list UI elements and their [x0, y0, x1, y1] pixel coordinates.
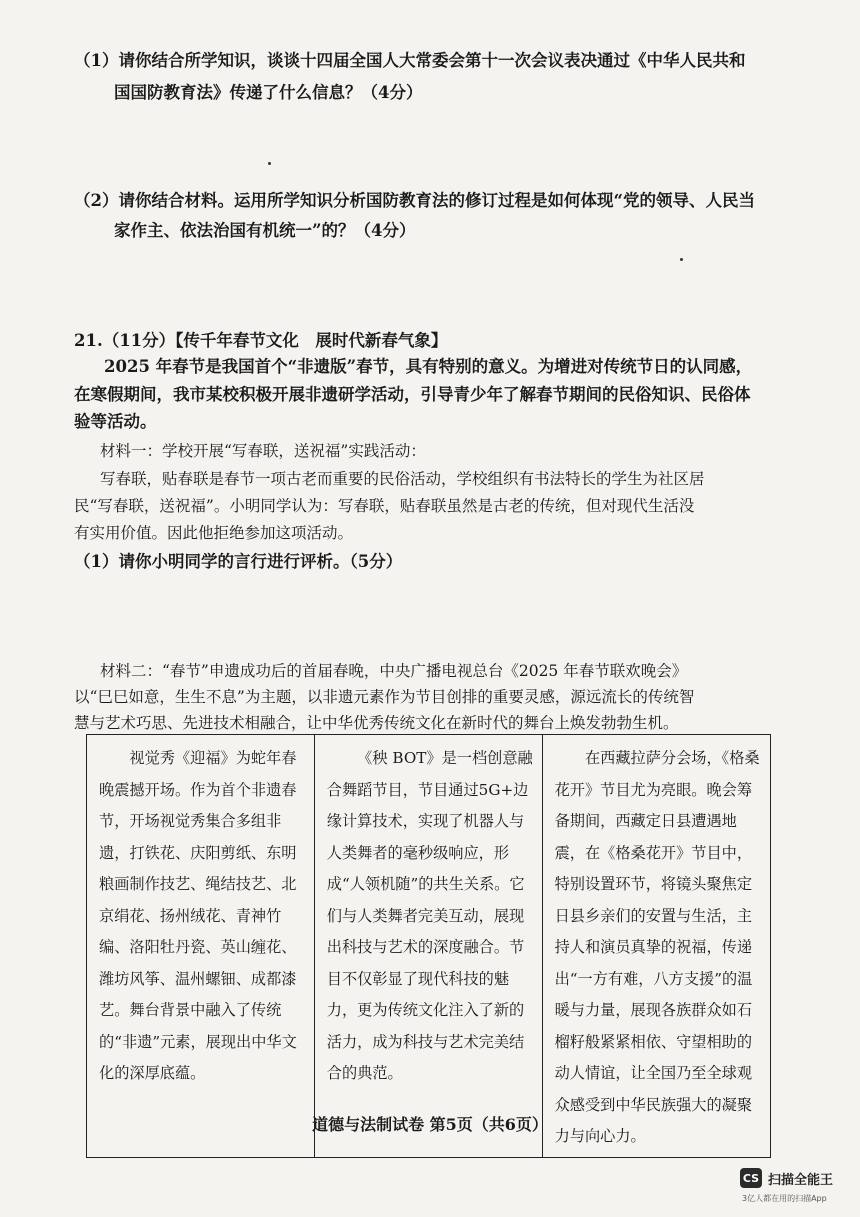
table-row [87, 735, 771, 1158]
q21-intro-line1: 2025 年春节是我国首个“非遗版”春节，具有特别的意义。为增进对传统节日的认同感， [104, 357, 753, 376]
q21-material1-line2: 民“写春联，送祝福”。小明同学认为：写春联，贴春联虽然是古老的传统，但对现代生活没 [74, 497, 695, 515]
q20-sub2-text: 请你结合材料。运用所学知识分析国防教育法的修订过程是如何体现“党的领导、人民当 [118, 191, 755, 210]
scanner-tagline: 3亿人都在用的扫描App [742, 1194, 827, 1203]
table-cell-gesanghuakai: 在西藏拉萨分会场，《格桑花开》节目尤为亮眼。晚会筹备期间，西藏定日县遭遇地震，在《格桑花开》节目中，特别设置环节，将镜头聚焦定日县乡亲们的安置与生活，主持人和演员真挚的祝福，传递出“一方有难，八方支援”的温暖与力量，展现各族群众如石榴籽般紧紧相依、守望相助的动人情谊，让全国乃至全球观众感受到中华民族强大的凝聚力与向心力。 [542, 735, 770, 1158]
q21-material1-line3: 有实用价值。因此他拒绝参加这项活动。 [74, 524, 354, 542]
q21-header: 21.（11分）【传千年春节文化 展时代新春气象】 [74, 331, 448, 350]
table-cell-yingfu: 视觉秀《迎福》为蛇年春晚震撼开场。作为首个非遗春节，开场视觉秀集合多组非遗，打铁花、庆阳剪纸、东明粮画制作技艺、绳结技艺、北京绢花、扬州绒花、青神竹编、洛阳牡丹瓷、英山缠花、潍坊风筝、温州螺钿、成都漆艺。舞台背景中融入了传统的“非遗”元素，展现出中华文化的深厚底蕴。 [87, 735, 315, 1158]
q21-intro-line2: 在寒假期间，我市某校积极开展非遗研学活动，引导青少年了解春节期间的民俗知识、民俗体 [74, 385, 751, 404]
q20-sub1-label: （1） [74, 51, 119, 70]
q20-sub1-line2: 国国防教育法》传递了什么信息？（4分） [114, 83, 423, 102]
q21-material1-title: 材料一：学校开展“写春联，送祝福”实践活动： [100, 442, 426, 460]
q21-sub1 [74, 551, 402, 573]
q20-sub2-line1 [74, 190, 755, 212]
q21-intro-line3: 验等活动。 [74, 412, 157, 431]
q20-sub1-line1 [74, 50, 745, 72]
q21-sub1-label: （1） [74, 552, 119, 571]
scanner-name: 扫描全能王 [768, 1172, 834, 1188]
table-cell-yangbot: 《秧 BOT》是一档创意融合舞蹈节目，节目通过5G+边缘计算技术，实现了机器人与人类舞者的毫秒级响应，形成“人领机随”的共生关系。它们与人类舞者完美互动，展现出科技与艺术的深度融合。节目不仅彰显了现代科技的魅力，更为传统文化注入了新的活力，成为科技与艺术完美结合的典范。 [314, 735, 542, 1158]
material-table [86, 734, 771, 1158]
q20-sub2-line2: 家作主、依法治国有机统一”的？（4分） [114, 221, 416, 240]
q20-sub2-label: （2） [74, 191, 119, 210]
q21-material1-line1: 写春联，贴春联是春节一项古老而重要的民俗活动，学校组织有书法特长的学生为社区居 [100, 470, 705, 488]
q21-material2-line3: 慧与艺术巧思、先进技术相融合，让中华优秀传统文化在新时代的舞台上焕发勃勃生机。 [74, 714, 679, 732]
scan-speck [680, 258, 683, 261]
q21-material2-line2: 以“巳巳如意，生生不息”为主题，以非遗元素作为节目创排的重要灵感，源远流长的传统智 [74, 688, 695, 706]
q21-sub1-text: 请你小明同学的言行进行评析。（5分） [118, 552, 403, 571]
scanner-watermark [740, 1168, 833, 1188]
scan-speck [268, 162, 271, 165]
page-footer: 道德与法制试卷 第5页（共6页） [312, 1115, 548, 1134]
q20-sub1-text: 请你结合所学知识，谈谈十四届全国人大常委会第十一次会议表决通过《中华人民共和 [118, 51, 746, 70]
camscanner-icon: CS [740, 1168, 762, 1188]
q21-material2-line1: 材料二：“春节”申遗成功后的首届春晚，中央广播电视总台《2025 年春节联欢晚会》 [100, 662, 688, 680]
